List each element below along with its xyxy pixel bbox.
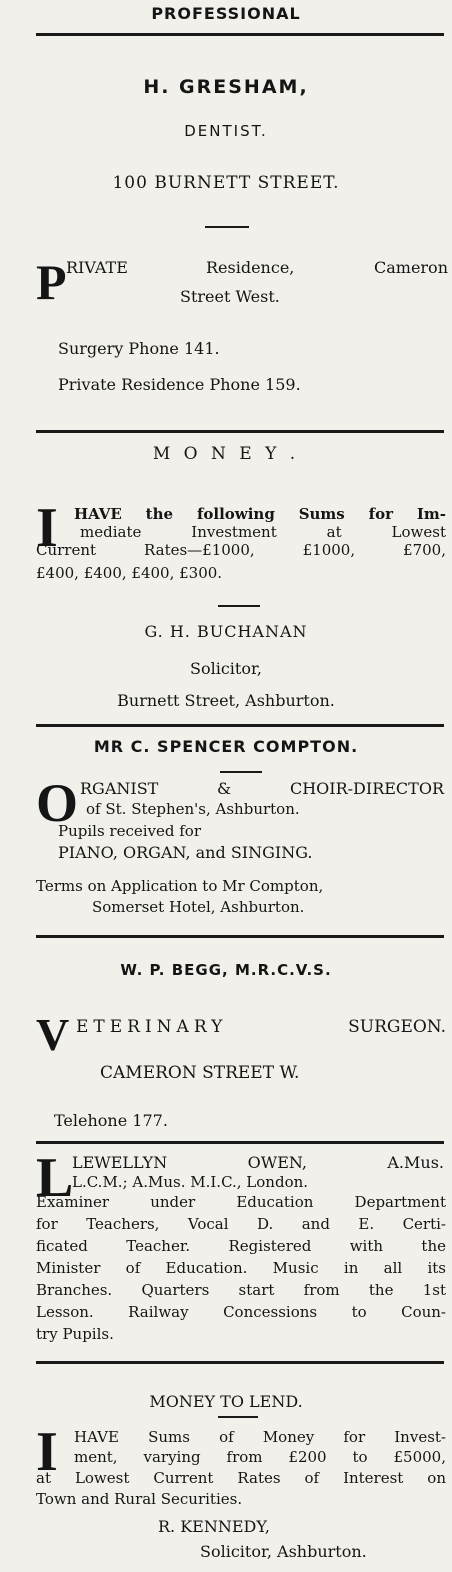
divider (36, 1361, 444, 1364)
section-title: PROFESSIONAL (151, 4, 301, 23)
address: 100 BURNETT STREET. (112, 173, 340, 193)
text-residence: Residence, (206, 258, 295, 277)
residence-line (66, 259, 448, 277)
advertiser-role: Solicitor, Ashburton. (200, 1542, 367, 1561)
owen-line-3: Examiner under Education Department (36, 1193, 446, 1211)
owen-line-5: ficated Teacher. Registered with the (36, 1237, 446, 1255)
advertiser-role: Solicitor, (190, 659, 262, 678)
divider (36, 935, 444, 938)
text-private: RIVATE (66, 258, 128, 277)
advertiser-address: Burnett Street, Ashburton. (117, 691, 335, 710)
text-veterinary: ETERINARY (76, 1017, 228, 1037)
owen-line-8: Lesson. Railway Concessions to Coun- (36, 1303, 446, 1321)
drop-cap: V (36, 1009, 70, 1060)
divider (36, 724, 444, 727)
money-line-4: £400, £400, £400, £300. (36, 564, 223, 582)
drop-cap: O (36, 773, 79, 833)
advertiser-name: G. H. BUCHANAN (144, 622, 308, 641)
begg-title-line (76, 1018, 446, 1036)
surgery-phone: Surgery Phone 141. (58, 339, 220, 358)
compton-line-1: RGANIST & CHOIR-DIRECTOR (80, 779, 444, 798)
begg-address: CAMERON STREET W. (100, 1063, 300, 1083)
compton-terms: Terms on Application to Mr Compton, (36, 877, 324, 895)
advertiser-name: H. GRESHAM, (143, 76, 309, 98)
ad-title: MONEY TO LEND. (149, 1392, 303, 1411)
drop-cap: P (36, 254, 67, 310)
divider (36, 33, 444, 36)
divider (36, 1141, 444, 1144)
owen-line-9: try Pupils. (36, 1325, 114, 1343)
money-line-2: mediate Investment at Lowest (80, 523, 446, 541)
drop-cap: I (36, 1421, 58, 1483)
money-line-1: HAVE the following Sums for Im- (74, 505, 446, 523)
money-line-3: Current Rates—£1000, £1000, £700, (36, 541, 446, 559)
drop-cap: I (36, 497, 58, 559)
advertiser-name: R. KENNEDY, (158, 1517, 270, 1536)
short-rule (205, 226, 249, 228)
compton-pupils: Pupils received for (58, 822, 202, 840)
profession: DENTIST. (184, 122, 268, 140)
drop-cap: L (36, 1147, 74, 1209)
owen-line-1: LEWELLYN OWEN, A.Mus. (72, 1153, 444, 1172)
compton-subjects: PIANO, ORGAN, and SINGING. (58, 843, 313, 862)
short-rule (220, 771, 262, 773)
owen-line-6: Minister of Education. Music in all its (36, 1259, 446, 1277)
short-rule (218, 605, 260, 607)
begg-phone: Telehone 177. (54, 1111, 168, 1130)
owen-line-2: L.C.M.; A.Mus. M.I.C., London. (72, 1173, 309, 1191)
lend-line-1: HAVE Sums of Money for Invest- (74, 1428, 446, 1446)
residence-street: Street West. (180, 287, 280, 306)
ad-title: M O N E Y . (152, 444, 300, 464)
divider (36, 430, 444, 433)
ad-title: MR C. SPENCER COMPTON. (93, 737, 359, 756)
lend-line-2: ment, varying from £200 to £5000, (74, 1448, 446, 1466)
owen-line-4: for Teachers, Vocal D. and E. Certi- (36, 1215, 446, 1233)
short-rule (218, 1416, 258, 1418)
text-cameron: Cameron (373, 258, 448, 277)
owen-line-7: Branches. Quarters start from the 1st (36, 1281, 446, 1299)
lend-line-3: at Lowest Current Rates of Interest on (36, 1469, 446, 1487)
advertiser-name: W. P. BEGG, M.R.C.V.S. (120, 961, 332, 979)
compton-hotel: Somerset Hotel, Ashburton. (92, 898, 305, 916)
text-surgeon: SURGEON. (348, 1017, 446, 1037)
compton-line-2: of St. Stephen's, Ashburton. (86, 800, 300, 818)
lend-line-4: Town and Rural Securities. (36, 1490, 243, 1508)
private-phone: Private Residence Phone 159. (58, 375, 301, 394)
